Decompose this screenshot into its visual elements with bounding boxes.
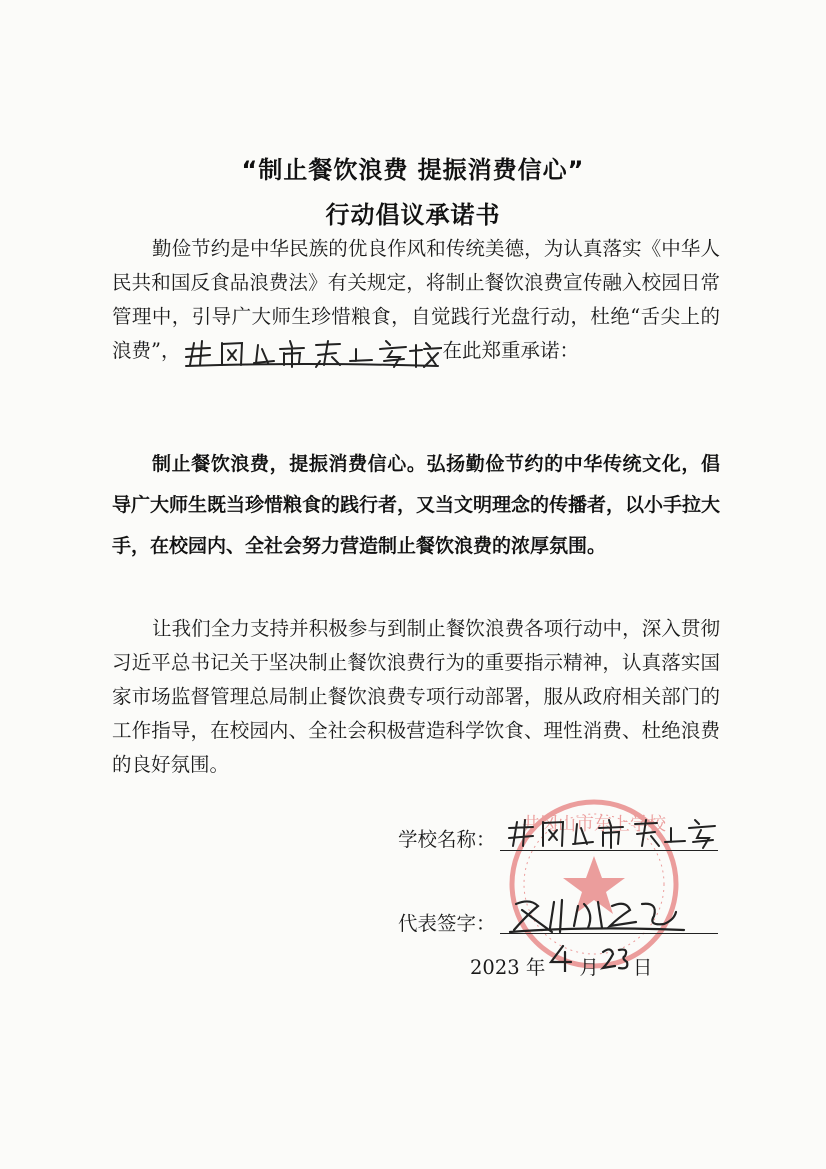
intro-text-after: 在此郑重承诺：: [442, 339, 579, 362]
handwritten-day-image: [599, 944, 633, 972]
intro-paragraph: [112, 232, 720, 368]
date-day-char: 日: [632, 956, 653, 979]
document-title-line2: 行动倡议承诺书: [325, 201, 501, 229]
date-day-handwritten: [599, 964, 633, 974]
handwritten-school-name: [180, 335, 442, 365]
representative-signature-label: 代表签字：: [398, 912, 496, 935]
date: [470, 952, 652, 980]
handwritten-month-image: [545, 944, 579, 972]
date-year: 2023: [470, 956, 520, 979]
handwritten-school-name-image: [180, 335, 442, 369]
representative-signature-image: [508, 892, 688, 936]
date-year-char: 年: [525, 956, 546, 979]
seal-text: 井冈山市东上学校: [522, 814, 666, 835]
appeal-paragraph: 让我们全力支持并积极参与到制止餐饮浪费各项行动中，深入贯彻习近平总书记关于坚决制止餐饮浪费行为的重要指示精神，认真落实国家市场监督管理总局制止餐饮浪费专项行动部署，服从政府相关部门的工作指导，在校园内、全社会积极营造科学饮食、理性消费、杜绝浪费的良好氛围。: [112, 617, 720, 776]
intro-text-before: 勤俭节约是中华民族的优良作风和传统美德，为认真落实《中华人民共和国反食品浪费法》有关规定，将制止餐饮浪费宣传融入校园日常管理中，引导广大师生珍惜粮食，自觉践行光盘行动，杜绝“舌尖上的浪费”，: [112, 237, 720, 362]
commitment-paragraph: 制止餐饮浪费，提振消费信心。弘扬勤俭节约的中华传统文化，倡导广大师生既当珍惜粮食的践行者，又当文明理念的传播者，以小手拉大手，在校园内、全社会努力营造制止餐饮浪费的浓厚氛围。: [112, 453, 721, 557]
document-title-line1: “制止餐饮浪费 提振消费信心”: [241, 156, 585, 184]
date-month-handwritten: [545, 964, 579, 974]
school-name-signature-image: [505, 812, 723, 852]
date-month-char: 月: [579, 956, 599, 979]
school-name-label: 学校名称：: [398, 828, 496, 851]
